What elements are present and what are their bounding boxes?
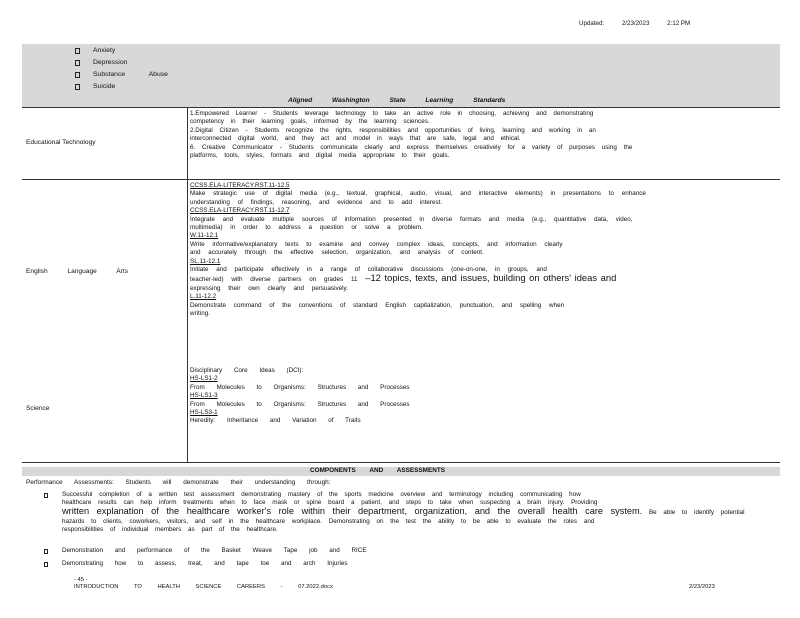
page-number: - 45 - [74,577,88,583]
standard-code: CCSS.ELA-LITERACY.RST.11-12.7 [190,207,290,215]
checkbox-icon [44,493,48,498]
topic-item: Substance Abuse [93,71,168,78]
standard-line: 6. Creative Communicator - Students communicate clearly and express themselves creatively for a variety of purposes using the [190,143,633,151]
standard-line: Initiate and participate effectively in a range of collaborative discussions (one-on-one, in groups, and [190,266,547,274]
assessment-bullet-3: Demonstrating how to assess, treat, and tape toe and arch Injuries [62,560,348,567]
standard-line: interconnected digital world, and they act and model in ways that are safe, legal and ethical. [190,135,521,143]
standard-line: Disciplinary Core Ideas (DCI): [190,367,304,374]
edtech-standards [190,110,756,160]
standard-line: Make strategic use of digital media (e.g., textual, graphical, audio, visual, and interactive elements) in presentations to enhance [190,190,646,198]
assessment-bullet-1 [62,491,745,534]
components-heading: COMPONENTS AND ASSESSMENTS [310,467,446,474]
table-divider [187,107,188,462]
performance-intro: Performance Assessments: Students will demonstrate their understanding through: [26,479,331,486]
updated-label: Updated: [579,20,605,27]
bullet-line: responsibilities of individual members as part of the healthcare. [62,525,278,533]
updated-date: 2/23/2023 [621,20,650,27]
standard-line [190,274,756,284]
ela-standards [190,182,756,319]
standard-code: W.11-12.1 [190,232,219,240]
table-rule [22,462,780,463]
assessment-bullet-2: Demonstration and performance of the Basket Weave Tape job and RICE [62,547,367,554]
page-footer [74,577,333,590]
checkbox-icon [75,60,80,66]
document-name: INTRODUCTION TO HEALTH SCIENCE CAREERS - 07.2022.docx [74,584,333,590]
standard-line: From Molecules to Organisms: Structures and Processes [190,383,410,391]
table-rule [22,179,780,180]
bullet-line-part: written explanation of the healthcare worker's role within their department, organization, and the overall health care system. [62,506,643,517]
standard-code: HS-LS3-1 [190,409,218,417]
row-label-ela: English Language Arts [26,268,128,275]
standard-line: writing. [190,310,210,318]
checkbox-icon [75,48,80,54]
standard-line: Heredity: Inheritance and Variation of Traits [190,417,361,425]
standard-line: platforms, tools, styles, formats and digital media appropriate to their goals. [190,152,450,160]
checkbox-icon [44,549,48,554]
standard-code: HS-LS1-3 [190,392,218,400]
standard-code: HS-LS1-2 [190,375,218,383]
standard-line: understanding of findings, reasoning, and evidence and to add interest. [190,198,443,206]
bullet-line: healthcare results can help inform treatments when to face mask or spine board a patient, and steps to take when suspecting a brain injury. Providing [62,499,598,507]
topic-item: Suicide [93,83,116,90]
bullet-line [62,507,745,517]
topic-item: Anxiety [93,47,116,54]
table-rule [22,107,780,108]
science-standards [190,367,756,426]
checkbox-icon [75,72,80,78]
standard-line: Write informative/explanatory texts to examine and convey complex ideas, concepts, and information clearly [190,240,563,248]
row-label-science: Science [26,405,50,412]
standard-line: competency in their learning goals, informed by the learning sciences. [190,118,430,126]
footer-date: 2/23/2023 [689,584,715,590]
topic-item: Depression [93,59,128,66]
bullet-line: hazards to clients, coworkers, visitors, and self in the healthcare workplace. Demonstrating on the test the ability to be able to evaluate the roles and [62,517,595,525]
checkbox-icon [75,84,80,90]
standard-code: SL.11-12.1 [190,257,221,265]
aligned-standards-heading: Aligned Washington State Learning Standards [288,97,506,104]
standard-line: 2.Digital Citizen - Students recognize the rights, responsibilities and opportunities of living, learning and working in an [190,126,596,134]
row-label-edtech: Educational Technology [26,139,96,146]
standard-line-part: teacher-led) with diverse partners on grades 11 [190,276,358,284]
standard-line: expressing their own clearly and persuasively. [190,284,348,292]
standard-line: 1.Empowered Learner - Students leverage technology to take an active role in choosing, achieving and demonstrating [190,110,594,117]
standard-code: CCSS.ELA-LITERACY.RST.11-12.5 [190,182,290,189]
standard-line: Integrate and evaluate multiple sources of information presented in diverse formats and media (e.g., quantitative data, video, [190,215,633,223]
standard-line: multimedia) in order to address a question or solve a problem. [190,224,423,232]
bullet-line-part: Be able to identify potential [648,509,745,517]
standard-line: From Molecules to Organisms: Structures and Processes [190,400,410,408]
updated-time: 2:12 PM [667,20,691,27]
bullet-line: Successful completion of a written test assessment demonstrating mastery of the sports medicine overview and terminology including communicating how [62,491,581,498]
updated-stamp [579,20,706,27]
standard-line: and accurately through the effective selection, organization, and analysis of content. [190,249,484,257]
standard-line: Demonstrate command of the conventions of standard English capitalization, punctuation, and spelling when [190,301,565,309]
checkbox-icon [44,562,48,567]
standard-code: L.11-12.2 [190,293,217,301]
standard-line-part: –12 topics, texts, and issues, building on others' ideas and [365,272,617,284]
